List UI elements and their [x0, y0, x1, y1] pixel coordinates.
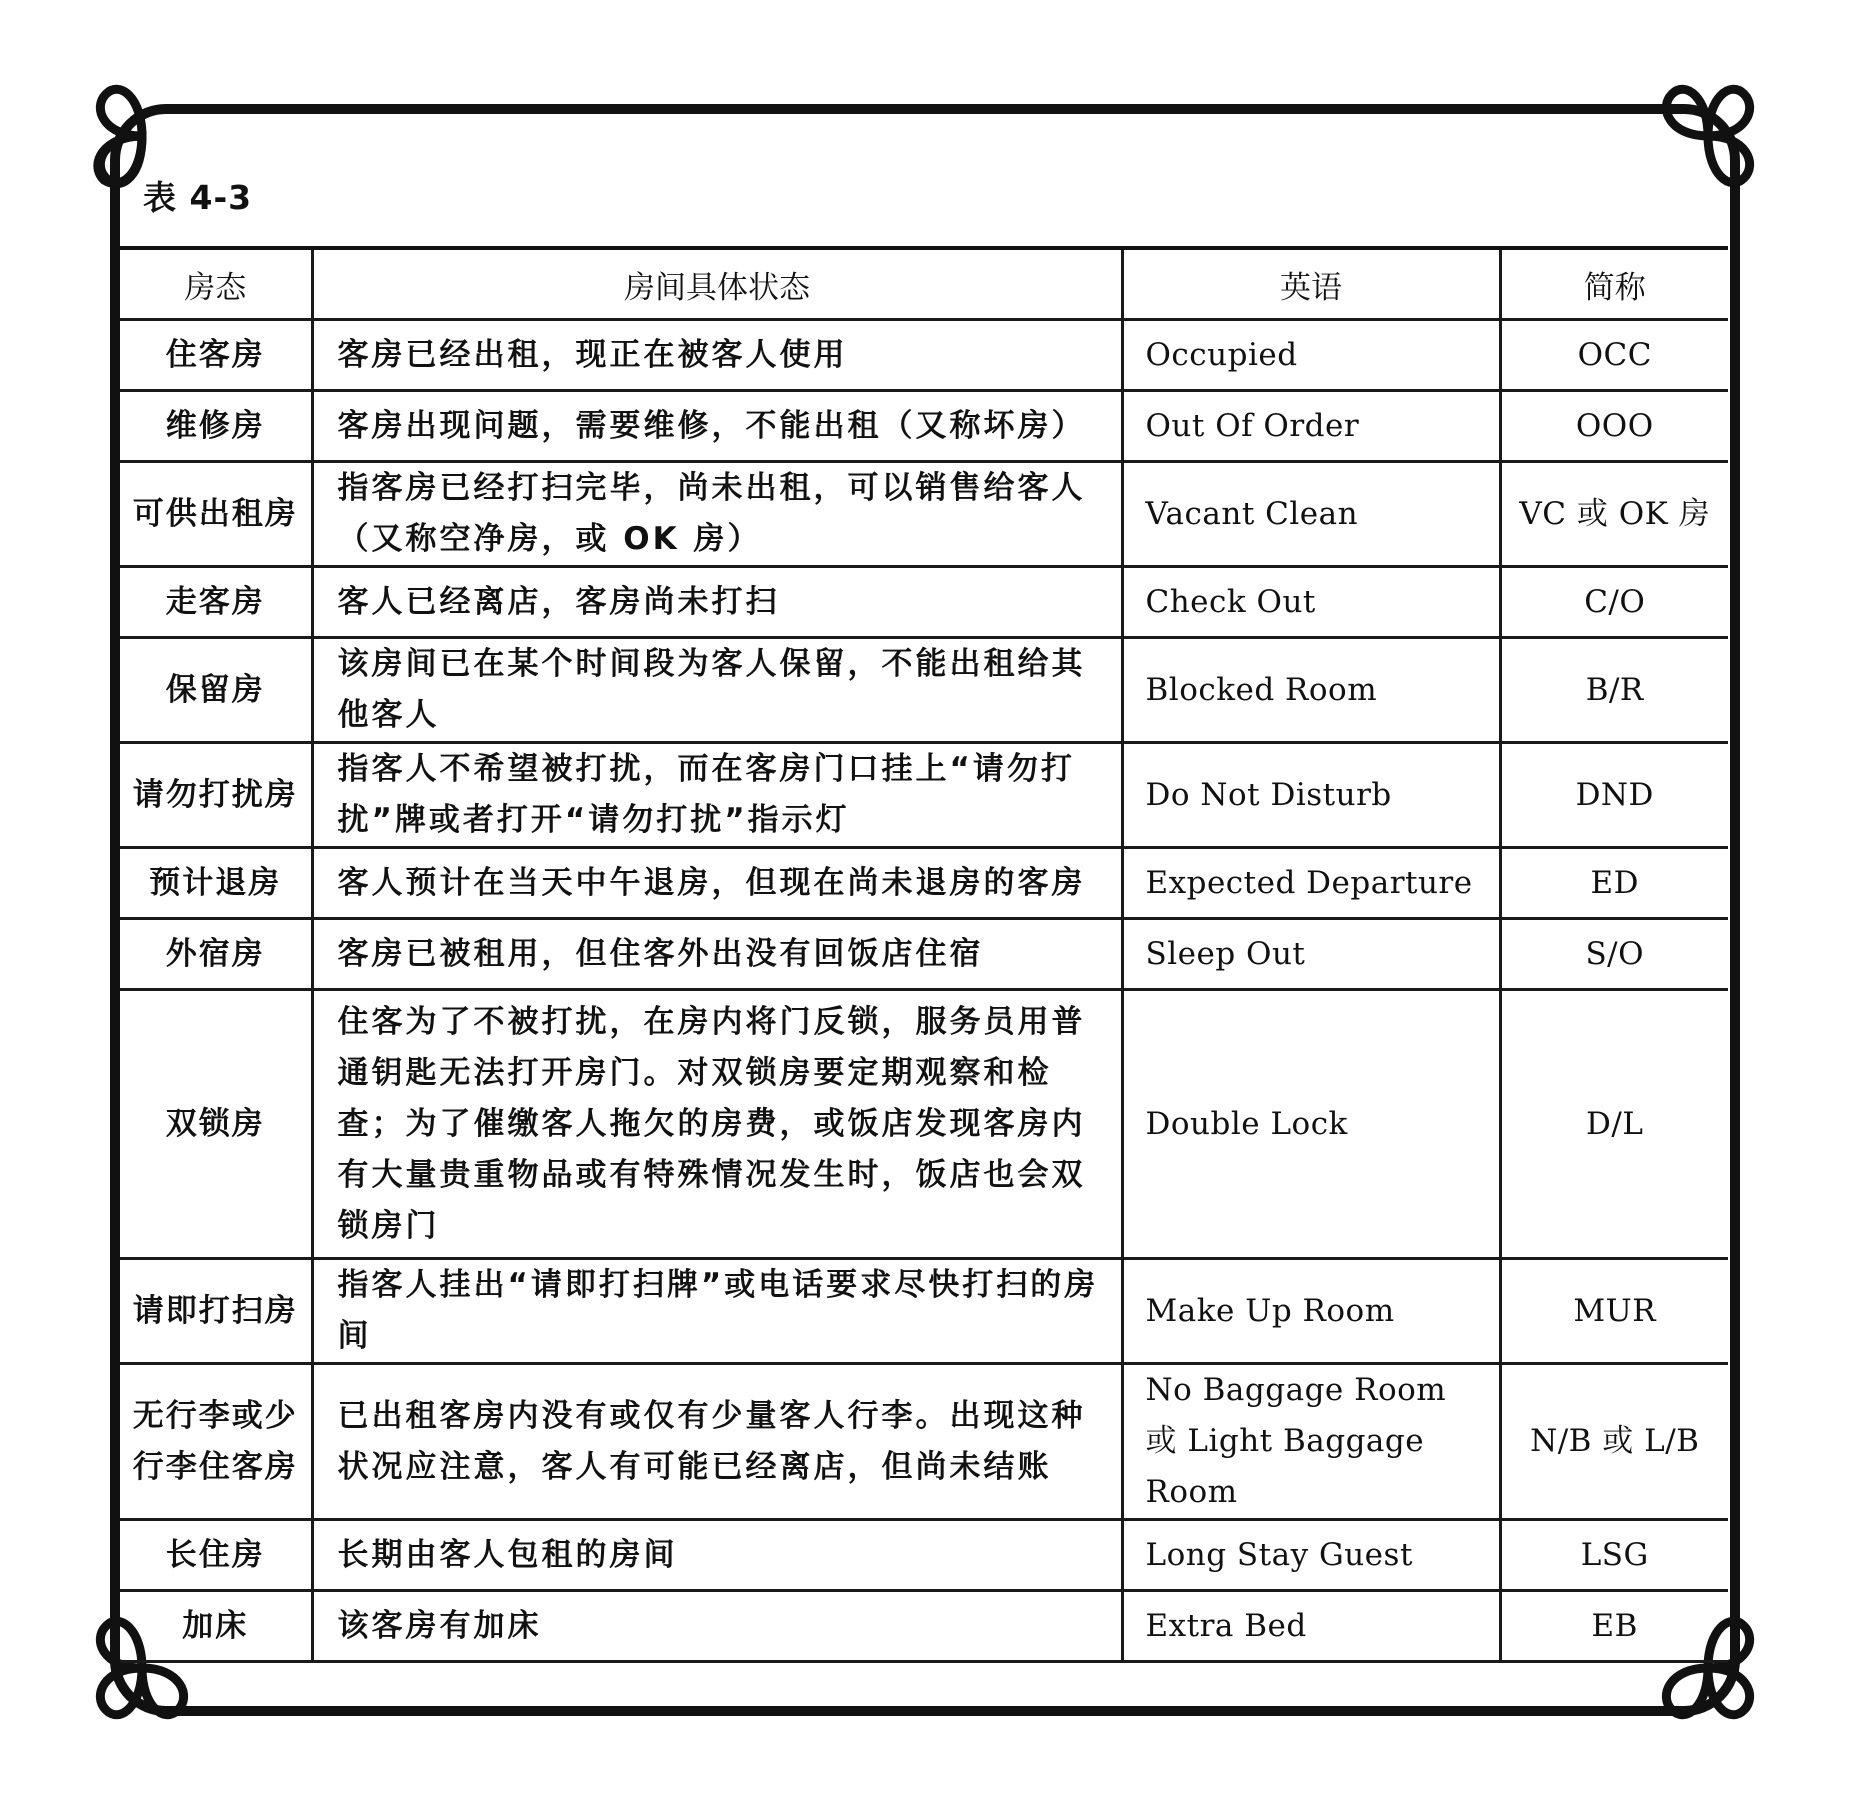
cell-description: 指客人挂出“请即打扫牌”或电话要求尽快打扫的房间: [312, 1259, 1122, 1364]
table-row: [120, 320, 1728, 391]
table-row: [120, 990, 1728, 1259]
cell-abbreviation: OCC: [1500, 320, 1728, 391]
cell-english: Sleep Out: [1122, 919, 1500, 990]
cell-abbreviation: D/L: [1500, 990, 1728, 1259]
cell-description: 长期由客人包租的房间: [312, 1520, 1122, 1591]
cell-status: 走客房: [120, 567, 312, 638]
cell-abbreviation: N/B 或 L/B: [1500, 1364, 1728, 1520]
cell-status: 请勿打扰房: [120, 743, 312, 848]
table-row: [120, 567, 1728, 638]
header-abbreviation: 简称: [1500, 248, 1728, 320]
cell-description: 指客房已经打扫完毕，尚未出租，可以销售给客人（又称空净房，或 OK 房）: [312, 462, 1122, 567]
cell-status: 长住房: [120, 1520, 312, 1591]
cell-abbreviation: OOO: [1500, 391, 1728, 462]
table-row: [120, 1591, 1728, 1662]
cell-description: 指客人不希望被打扰，而在客房门口挂上“请勿打扰”牌或者打开“请勿打扰”指示灯: [312, 743, 1122, 848]
table-header-row: [120, 248, 1728, 320]
cell-abbreviation: S/O: [1500, 919, 1728, 990]
cell-english: Vacant Clean: [1122, 462, 1500, 567]
cell-english: Double Lock: [1122, 990, 1500, 1259]
cell-description: 客人预计在当天中午退房，但现在尚未退房的客房: [312, 848, 1122, 919]
cell-english: Occupied: [1122, 320, 1500, 391]
cell-description: 客房已被租用，但住客外出没有回饭店住宿: [312, 919, 1122, 990]
room-status-table: [120, 246, 1728, 1663]
cell-english: Blocked Room: [1122, 638, 1500, 743]
cell-abbreviation: EB: [1500, 1591, 1728, 1662]
cell-english: Out Of Order: [1122, 391, 1500, 462]
table-row: [120, 638, 1728, 743]
cell-abbreviation: DND: [1500, 743, 1728, 848]
cell-description: 客人已经离店，客房尚未打扫: [312, 567, 1122, 638]
cell-abbreviation: LSG: [1500, 1520, 1728, 1591]
corner-ornament-top-right-icon: [1650, 78, 1766, 194]
cell-abbreviation: B/R: [1500, 638, 1728, 743]
cell-english: Check Out: [1122, 567, 1500, 638]
header-status: 房态: [120, 248, 312, 320]
header-english: 英语: [1122, 248, 1500, 320]
cell-abbreviation: VC 或 OK 房: [1500, 462, 1728, 567]
cell-abbreviation: C/O: [1500, 567, 1728, 638]
cell-status: 无行李或少行李住客房: [120, 1364, 312, 1520]
cell-status: 住客房: [120, 320, 312, 391]
cell-status: 可供出租房: [120, 462, 312, 567]
table-row: [120, 1520, 1728, 1591]
cell-english: Extra Bed: [1122, 1591, 1500, 1662]
cell-description: 该客房有加床: [312, 1591, 1122, 1662]
cell-description: 住客为了不被打扰，在房内将门反锁，服务员用普通钥匙无法打开房门。对双锁房要定期观察和检查；为了催缴客人拖欠的房费，或饭店发现客房内有大量贵重物品或有特殊情况发生时，饭店也会双锁房门: [312, 990, 1122, 1259]
cell-english: Expected Departure: [1122, 848, 1500, 919]
cell-english: Do Not Disturb: [1122, 743, 1500, 848]
cell-status: 维修房: [120, 391, 312, 462]
table-row: [120, 1259, 1728, 1364]
table-caption: 表 4-3: [143, 178, 253, 217]
cell-status: 加床: [120, 1591, 312, 1662]
header-description: 房间具体状态: [312, 248, 1122, 320]
cell-english: Make Up Room: [1122, 1259, 1500, 1364]
table-row: [120, 919, 1728, 990]
table-row: [120, 1364, 1728, 1520]
cell-status: 双锁房: [120, 990, 312, 1259]
cell-description: 该房间已在某个时间段为客人保留，不能出租给其他客人: [312, 638, 1122, 743]
cell-status: 外宿房: [120, 919, 312, 990]
table-row: [120, 391, 1728, 462]
cell-abbreviation: ED: [1500, 848, 1728, 919]
table-row: [120, 743, 1728, 848]
cell-status: 保留房: [120, 638, 312, 743]
cell-status: 预计退房: [120, 848, 312, 919]
cell-description: 客房已经出租，现正在被客人使用: [312, 320, 1122, 391]
cell-abbreviation: MUR: [1500, 1259, 1728, 1364]
table-row: [120, 848, 1728, 919]
cell-english: Long Stay Guest: [1122, 1520, 1500, 1591]
cell-description: 已出租客房内没有或仅有少量客人行李。出现这种状况应注意，客人有可能已经离店，但尚未结账: [312, 1364, 1122, 1520]
cell-english: No Baggage Room 或 Light Baggage Room: [1122, 1364, 1500, 1520]
table-row: [120, 462, 1728, 567]
cell-status: 请即打扫房: [120, 1259, 312, 1364]
cell-description: 客房出现问题，需要维修，不能出租（又称坏房）: [312, 391, 1122, 462]
